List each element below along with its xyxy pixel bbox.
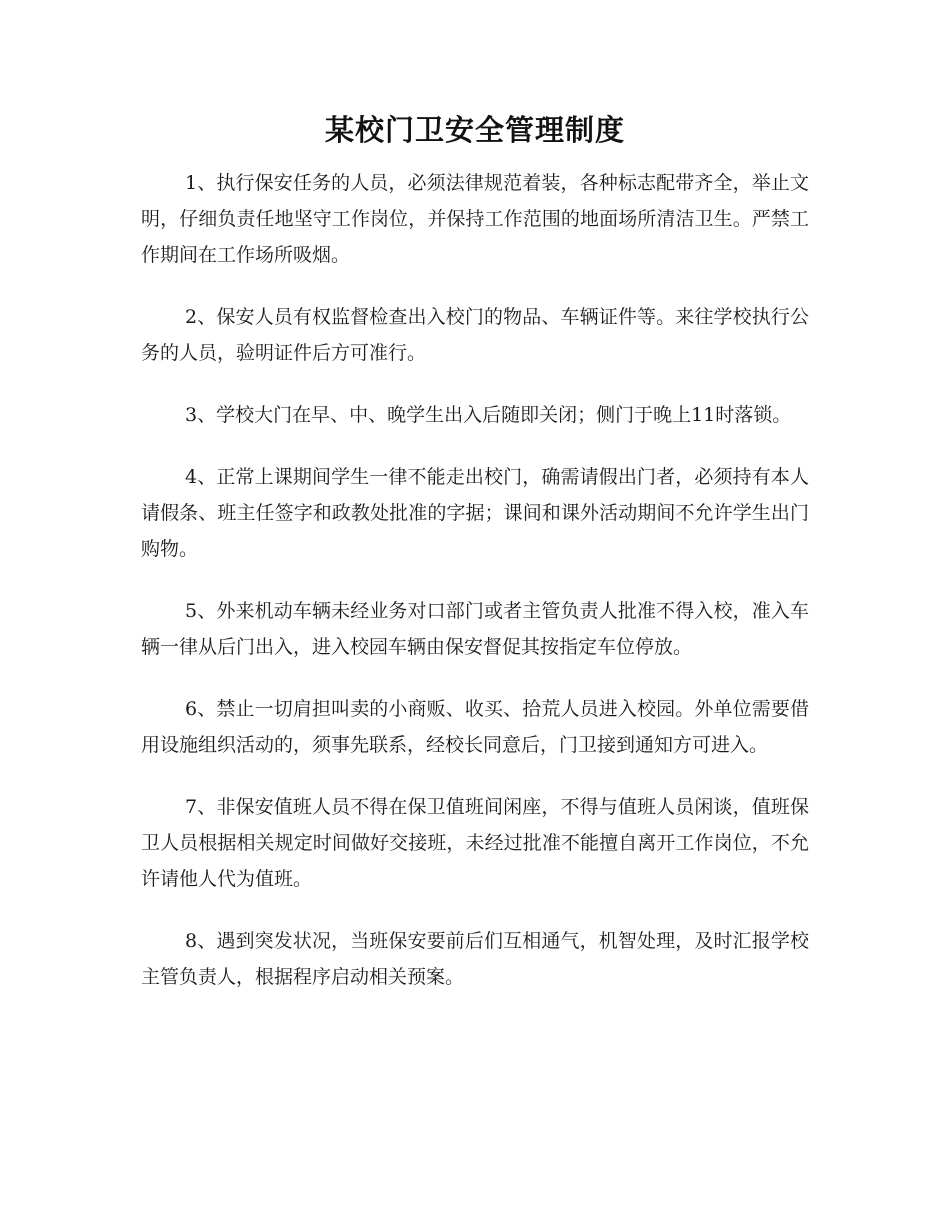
paragraph-6: 6、禁止一切肩担叫卖的小商贩、收买、拾荒人员进入校园。外单位需要借用设施组织活动的，须事先联系，经校长同意后，门卫接到通知方可进入。 <box>141 698 809 756</box>
paragraph-2: 2、保安人员有权监督检查出入校门的物品、车辆证件等。来往学校执行公务的人员，验明证件后方可准行。 <box>141 306 809 364</box>
paragraph-3: 3、学校大门在早、中、晚学生出入后随即关闭；侧门于晚上11时落锁。 <box>185 404 792 426</box>
paragraph-1: 1、执行保安任务的人员，必须法律规范着装，各种标志配带齐全，举止文明，仔细负责任地坚守工作岗位，并保持工作范围的地面场所清洁卫生。严禁工作期间在工作场所吸烟。 <box>141 172 809 266</box>
paragraph-4: 4、正常上课期间学生一律不能走出校门，确需请假出门者，必须持有本人请假条、班主任签字和政教处批准的字据；课间和课外活动期间不允许学生出门购物。 <box>141 466 809 560</box>
document-body <box>141 165 809 1021</box>
paragraph-5: 5、外来机动车辆未经业务对口部门或者主管负责人批准不得入校，准入车辆一律从后门出入，进入校园车辆由保安督促其按指定车位停放。 <box>141 600 809 658</box>
paragraph-7: 7、非保安值班人员不得在保卫值班间闲座，不得与值班人员闲谈，值班保卫人员根据相关规定时间做好交接班，未经过批准不能擅自离开工作岗位，不允许请他人代为值班。 <box>141 796 809 890</box>
paragraph-8: 8、遇到突发状况，当班保安要前后们互相通气，机智处理，及时汇报学校主管负责人，根据程序启动相关预案。 <box>141 930 809 988</box>
document-title: 某校门卫安全管理制度 <box>324 113 625 147</box>
